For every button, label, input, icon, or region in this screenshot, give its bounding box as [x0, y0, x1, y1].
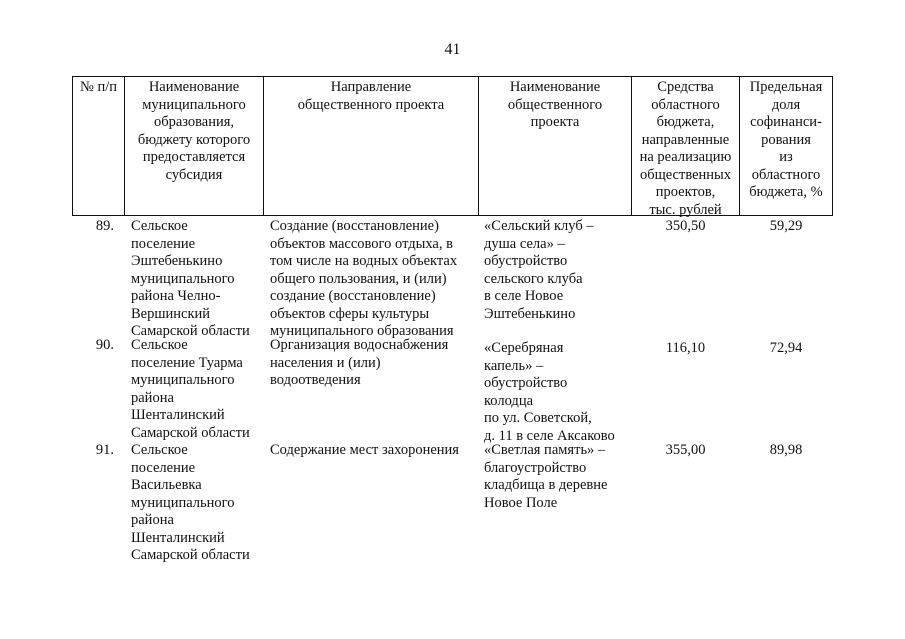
header-direction: Направление общественного проекта	[297, 79, 445, 113]
row-share: 72,94	[769, 340, 803, 356]
row-number: 91.	[95, 442, 114, 458]
header-number: № п/п	[79, 79, 117, 95]
row-number: 89.	[95, 218, 114, 234]
row-funds: 355,00	[665, 442, 706, 458]
header-funds: Средства областного бюджета, направленные на реализацию общественных проектов, тыс. рублей	[639, 79, 732, 218]
row-project: «Светлая память» – благоустройство кладбища в деревне Новое Поле	[484, 442, 608, 511]
header-municipality: Наименование муниципального образования, бюджету которого предоставляется субсидия	[137, 79, 251, 183]
row-funds: 350,50	[665, 218, 706, 234]
header-share: Предельная доля софинанси- рования из областного бюджета, %	[749, 79, 823, 200]
row-project: «Серебряная капель» – обустройство колодца по ул. Советской, д. 11 в селе Аксаково	[484, 340, 615, 444]
row-funds: 116,10	[665, 340, 706, 356]
header-divider	[72, 76, 73, 216]
row-direction: Содержание мест захоронения	[270, 442, 459, 458]
header-project: Наименование общественного проекта	[507, 79, 603, 130]
header-top-border	[72, 76, 833, 77]
row-direction: Создание (восстановление) объектов массового отдыха, в том числе на водных объектах общего пользования, и (или) создание (восстановление) объектов сферы культуры муниципального образования	[270, 218, 458, 339]
row-municipality: Сельское поселение Эштебенькино муниципального района Челно- Вершинский Самарской области	[131, 218, 250, 339]
header-divider	[832, 76, 833, 216]
row-share: 59,29	[769, 218, 803, 234]
page-number: 41	[444, 41, 461, 58]
row-direction: Организация водоснабжения населения и (или) водоотведения	[270, 337, 449, 388]
row-share: 89,98	[769, 442, 803, 458]
row-municipality: Сельское поселение Васильевка муниципального района Шенталинский Самарской области	[131, 442, 250, 563]
row-project: «Сельский клуб – душа села» – обустройство сельского клуба в селе Новое Эштебенькино	[484, 218, 594, 322]
row-municipality: Сельское поселение Туарма муниципального района Шенталинский Самарской области	[131, 337, 250, 441]
row-number: 90.	[95, 337, 114, 353]
